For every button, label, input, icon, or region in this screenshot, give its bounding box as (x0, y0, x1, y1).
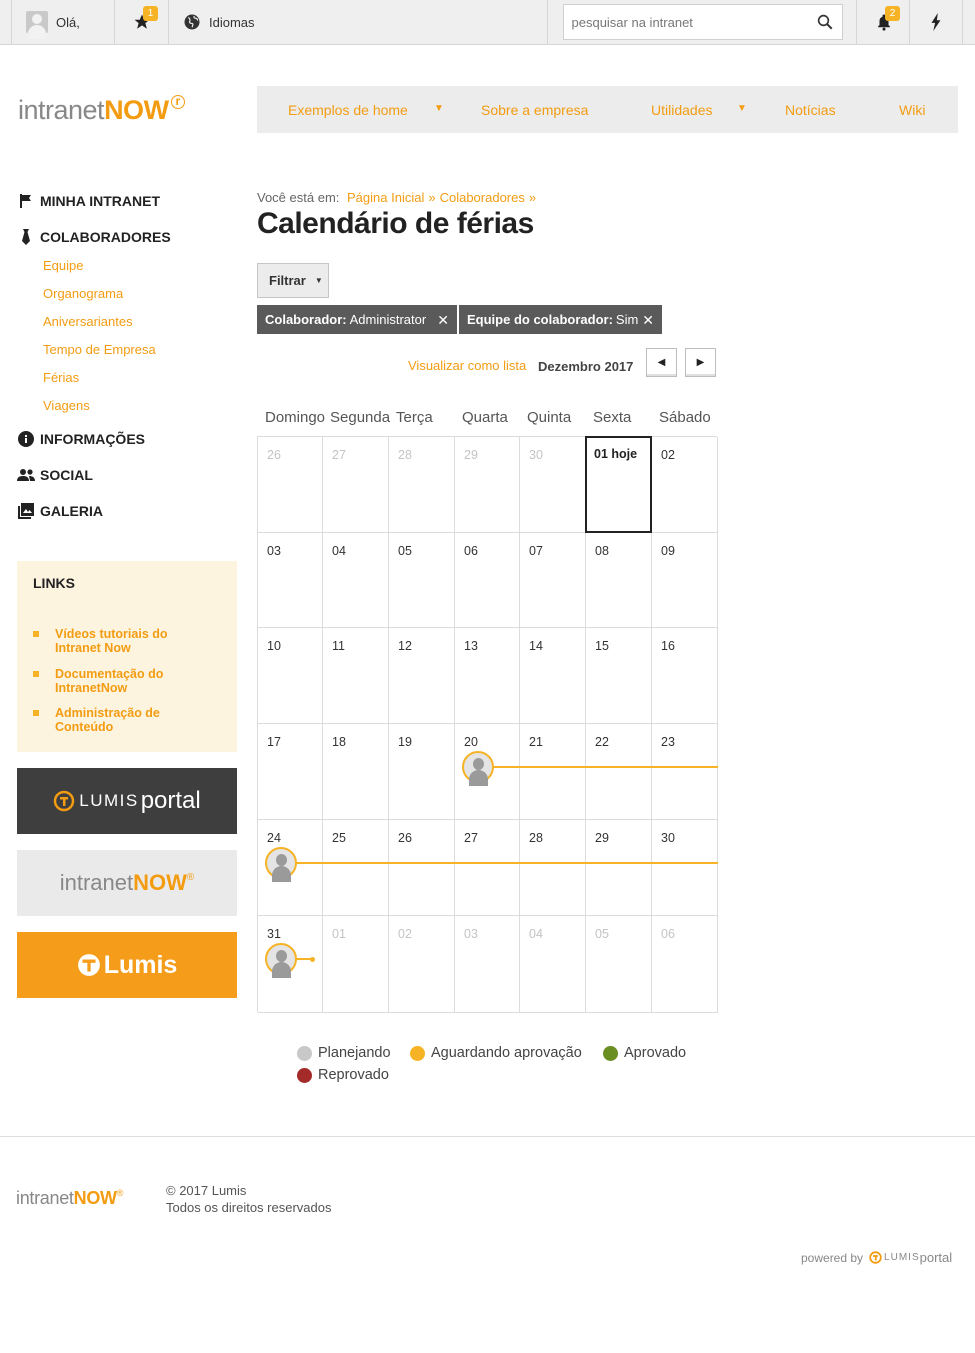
calendar-day[interactable] (323, 533, 389, 628)
calendar-day[interactable] (258, 533, 323, 628)
weekday-header (257, 400, 717, 436)
vacation-user-avatar-icon[interactable] (265, 847, 297, 879)
breadcrumb-separator-icon: » (428, 190, 436, 205)
next-month-button[interactable] (685, 348, 716, 377)
filter-chip-equipe (459, 305, 662, 334)
weekday-label: Terça (396, 409, 433, 426)
section-label: SOCIAL (40, 467, 93, 483)
breadcrumb-colaboradores[interactable]: Colaboradores (439, 190, 525, 205)
registered-icon: ® (186, 872, 195, 883)
day-number: 19 (398, 735, 412, 749)
section-label: MINHA INTRANET (40, 193, 161, 209)
caret-down-icon[interactable]: ▼ (434, 103, 444, 114)
chip-value: Administrator (349, 312, 427, 327)
calendar-day[interactable] (652, 437, 718, 533)
lumis-logo-icon (53, 790, 75, 812)
link-videos-tutoriais[interactable] (33, 627, 195, 655)
flash-icon (930, 13, 942, 31)
notifications-badge: 2 (885, 6, 900, 21)
day-number: 22 (595, 735, 609, 749)
favorites-button[interactable] (114, 0, 168, 44)
links-panel (17, 561, 237, 752)
sidebar-section-social[interactable] (17, 464, 237, 486)
legend-label: Aprovado (624, 1045, 687, 1061)
rights-text: Todos os direitos reservados (166, 1200, 332, 1215)
legend-item-aprovado (603, 1045, 686, 1061)
calendar-day[interactable] (520, 820, 586, 916)
calendar-day[interactable] (520, 916, 586, 1013)
day-number: 28 (398, 448, 412, 462)
footer-logo[interactable] (16, 1188, 123, 1209)
legend-label: Aguardando aprovação (431, 1045, 582, 1061)
legend-dot-icon (297, 1046, 312, 1061)
calendar-day[interactable] (586, 916, 652, 1013)
banner-text: NOW (133, 870, 187, 895)
legend-dot-icon (603, 1046, 618, 1061)
day-number: 25 (332, 831, 346, 845)
site-logo[interactable] (18, 95, 185, 126)
banner-text: LUMIS (79, 791, 139, 810)
section-label: INFORMAÇÕES (40, 431, 145, 447)
nav-item-utilidades[interactable] (651, 86, 712, 133)
vacation-bar[interactable] (478, 766, 718, 768)
day-number: 18 (332, 735, 346, 749)
calendar-day[interactable] (652, 628, 718, 724)
day-number: 03 (464, 927, 478, 941)
calendar-day[interactable] (389, 628, 455, 724)
legend-label: Reprovado (318, 1067, 389, 1083)
chip-key: Equipe do colaborador: (467, 312, 613, 327)
calendar-day[interactable] (455, 437, 520, 533)
calendar-day[interactable] (323, 916, 389, 1013)
languages-menu[interactable] (168, 0, 548, 44)
banner-lumis[interactable] (17, 932, 237, 998)
day-number: 24 (267, 831, 281, 845)
vacation-bar[interactable] (281, 862, 718, 864)
calendar-day[interactable] (258, 437, 323, 533)
sidebar-section-informacoes[interactable] (17, 428, 237, 450)
calendar-day[interactable] (389, 533, 455, 628)
day-number: 28 (529, 831, 543, 845)
powered-brand: portal (919, 1250, 953, 1265)
calendar-day[interactable] (323, 437, 389, 533)
gallery-icon (17, 503, 35, 519)
legend-item-planejando (297, 1045, 391, 1061)
link-text: Vídeos tutoriais do Intranet Now (55, 627, 168, 655)
day-number: 26 (267, 448, 281, 462)
banner-intranetnow[interactable] (17, 850, 237, 916)
calendar-day[interactable] (586, 533, 652, 628)
footer-logo-text: intranet (16, 1188, 74, 1208)
link-documentacao[interactable] (33, 667, 195, 695)
calendar-day[interactable] (389, 916, 455, 1013)
day-number: 13 (464, 639, 478, 653)
nav-item-exemplos-home[interactable] (288, 86, 408, 133)
calendar-day[interactable] (652, 724, 718, 820)
calendar-day[interactable] (586, 724, 652, 820)
day-number: 09 (661, 544, 675, 558)
search-input[interactable] (572, 15, 816, 30)
bullet-icon (33, 631, 39, 637)
day-number: 06 (464, 544, 478, 558)
day-number: 07 (529, 544, 543, 558)
nav-item-wiki[interactable] (899, 86, 925, 133)
powered-brand: LUMIS (884, 1252, 920, 1263)
globe-icon (183, 13, 201, 31)
logo-text-intranet: intranet (18, 95, 105, 125)
day-number: 29 (464, 448, 478, 462)
sidebar-section-minha-intranet[interactable] (17, 190, 237, 212)
calendar-day-today[interactable] (585, 436, 652, 533)
search-box (563, 4, 843, 40)
nav-label: Wiki (899, 101, 926, 118)
day-number: 21 (529, 735, 543, 749)
day-number: 04 (529, 927, 543, 941)
lumis-logo-icon (869, 1251, 882, 1264)
day-number: 04 (332, 544, 346, 558)
sidebar-item-equipe[interactable]: Equipe (43, 258, 84, 273)
calendar-day[interactable] (258, 628, 323, 724)
weekday-label: Quinta (527, 409, 572, 426)
user-menu[interactable] (11, 0, 114, 44)
logo-registered-icon: r (171, 95, 185, 109)
day-number: 26 (398, 831, 412, 845)
legend-dot-icon (410, 1046, 425, 1061)
search-area (547, 0, 857, 44)
page-title: Calendário de férias (257, 207, 534, 240)
footer-divider (0, 1136, 975, 1137)
day-number: 08 (595, 544, 609, 558)
powered-by[interactable] (801, 1250, 952, 1265)
day-number: 27 (464, 831, 478, 845)
sidebar-item-tempo-empresa[interactable]: Tempo de Empresa (43, 342, 156, 357)
weekday-label: Quarta (462, 409, 508, 426)
calendar-day[interactable] (455, 533, 520, 628)
day-number: 15 (595, 639, 609, 653)
link-text: Documentação do IntranetNow (55, 667, 164, 695)
day-number: 30 (661, 831, 675, 845)
day-number: 05 (398, 544, 412, 558)
close-icon[interactable]: ✕ (642, 312, 654, 328)
breadcrumb-pagina-inicial[interactable]: Página Inicial (347, 190, 425, 205)
calendar-day[interactable] (323, 628, 389, 724)
sidebar (17, 190, 237, 522)
day-number: 23 (661, 735, 675, 749)
calendar-grid (257, 436, 717, 1012)
sidebar-item-organograma[interactable]: Organograma (43, 286, 124, 301)
breadcrumb (257, 190, 540, 205)
vacation-user-avatar-icon[interactable] (462, 751, 494, 783)
tie-icon (17, 229, 35, 245)
sidebar-item-ferias[interactable]: Férias (43, 370, 80, 385)
day-number: 10 (267, 639, 281, 653)
banner-text: intranet (59, 870, 134, 895)
calendar-day[interactable] (323, 820, 389, 916)
arrow-right-icon: ▶ (696, 357, 705, 368)
logo-text-now: NOW (104, 95, 169, 125)
breadcrumb-prefix: Você está em: (257, 190, 340, 205)
day-number: 01 hoje (594, 447, 638, 461)
calendar-day[interactable] (389, 820, 455, 916)
calendar-day[interactable] (652, 916, 718, 1013)
sidebar-item-viagens[interactable]: Viagens (43, 398, 90, 413)
weekday-label: Sexta (593, 409, 632, 426)
search-icon[interactable] (816, 13, 834, 31)
day-number: 14 (529, 639, 543, 653)
day-number: 17 (267, 735, 281, 749)
day-number: 11 (332, 639, 345, 653)
calendar-day[interactable] (323, 724, 389, 820)
calendar-day[interactable] (455, 628, 520, 724)
calendar-day[interactable] (258, 724, 323, 820)
weekday-label: Segunda (330, 409, 391, 426)
nav-label: Utilidades (651, 101, 713, 118)
vacation-end-dot-icon (310, 957, 315, 962)
calendar-day[interactable] (520, 628, 586, 724)
sidebar-section-galeria[interactable] (17, 500, 237, 522)
favorites-badge: 1 (143, 6, 158, 21)
calendar-day[interactable] (520, 724, 586, 820)
day-number: 02 (661, 448, 675, 462)
link-text: Administração de Conteúdo (55, 706, 160, 734)
sidebar-item-aniversariantes[interactable]: Aniversariantes (43, 314, 133, 329)
calendar-day[interactable] (455, 916, 520, 1013)
calendar-day[interactable] (652, 533, 718, 628)
weekday-label: Sábado (659, 409, 711, 426)
legend-item-aguardando (410, 1045, 582, 1061)
bullet-icon (33, 710, 39, 716)
nav-label: Exemplos de home (288, 101, 408, 118)
caret-down-icon: ▼ (314, 276, 323, 285)
day-number: 29 (595, 831, 609, 845)
languages-label: Idiomas (209, 14, 255, 30)
top-bar (0, 0, 975, 45)
list-view-link[interactable]: Visualizar como lista (408, 358, 527, 373)
day-number: 27 (332, 448, 346, 462)
quick-actions-button[interactable] (909, 0, 963, 44)
filter-chip-colaborador (257, 305, 457, 334)
prev-month-button[interactable] (646, 348, 677, 377)
links-title: LINKS (33, 575, 75, 591)
section-label: GALERIA (40, 503, 103, 519)
lumis-logo-icon (77, 953, 101, 977)
day-number: 05 (595, 927, 609, 941)
powered-by-text: powered by (801, 1250, 864, 1265)
main-nav (257, 86, 958, 133)
banner-text: Lumis (103, 950, 178, 979)
people-icon (17, 467, 35, 483)
link-administracao[interactable] (33, 706, 195, 734)
flag-icon (17, 193, 35, 209)
day-number: 01 (332, 927, 346, 941)
nav-label: Notícias (785, 101, 836, 118)
arrow-left-icon: ◀ (657, 357, 666, 368)
vacation-user-avatar-icon[interactable] (265, 943, 297, 975)
section-label: COLABORADORES (40, 229, 171, 245)
info-icon (17, 431, 35, 447)
footer-logo-text: NOW (73, 1188, 117, 1208)
greeting-text: Olá, (56, 14, 80, 30)
legend-item-reprovado (297, 1067, 389, 1083)
copyright-text: © 2017 Lumis (166, 1183, 247, 1198)
sidebar-section-colaboradores[interactable] (17, 226, 237, 248)
footer-copyright (166, 1182, 331, 1216)
day-number: 02 (398, 927, 412, 941)
calendar-day[interactable] (586, 628, 652, 724)
filter-label: Filtrar (269, 273, 306, 288)
legend-label: Planejando (318, 1045, 391, 1061)
banner-lumisportal[interactable] (17, 768, 237, 834)
weekday-label: Domingo (265, 409, 326, 426)
nav-item-sobre-empresa[interactable] (481, 86, 588, 133)
bullet-icon (33, 671, 39, 677)
calendar-day[interactable] (389, 724, 455, 820)
chip-value: Sim (615, 312, 639, 327)
calendar-day[interactable] (520, 533, 586, 628)
banner-text: portal (140, 787, 201, 814)
chip-key: Colaborador: (265, 312, 347, 327)
day-number: 20 (464, 735, 478, 749)
day-number: 16 (661, 639, 675, 653)
calendar-day[interactable] (586, 820, 652, 916)
month-label: Dezembro 2017 (538, 359, 634, 374)
registered-icon: ® (116, 1188, 124, 1198)
caret-down-icon[interactable]: ▼ (737, 103, 747, 114)
day-number: 31 (267, 927, 281, 941)
day-number: 03 (267, 544, 281, 558)
notifications-button[interactable] (856, 0, 910, 44)
calendar-day[interactable] (389, 437, 455, 533)
legend-dot-icon (297, 1068, 312, 1083)
close-icon[interactable]: ✕ (437, 312, 449, 328)
filter-button[interactable] (257, 263, 329, 298)
day-number: 06 (661, 927, 675, 941)
calendar-day[interactable] (520, 437, 586, 533)
day-number: 30 (529, 448, 543, 462)
breadcrumb-separator-icon: » (528, 190, 537, 205)
calendar-day[interactable] (652, 820, 718, 916)
nav-label: Sobre a empresa (481, 101, 589, 118)
nav-item-noticias[interactable] (785, 86, 836, 133)
calendar-day[interactable] (455, 820, 520, 916)
user-avatar-icon (26, 11, 48, 33)
day-number: 12 (398, 639, 412, 653)
